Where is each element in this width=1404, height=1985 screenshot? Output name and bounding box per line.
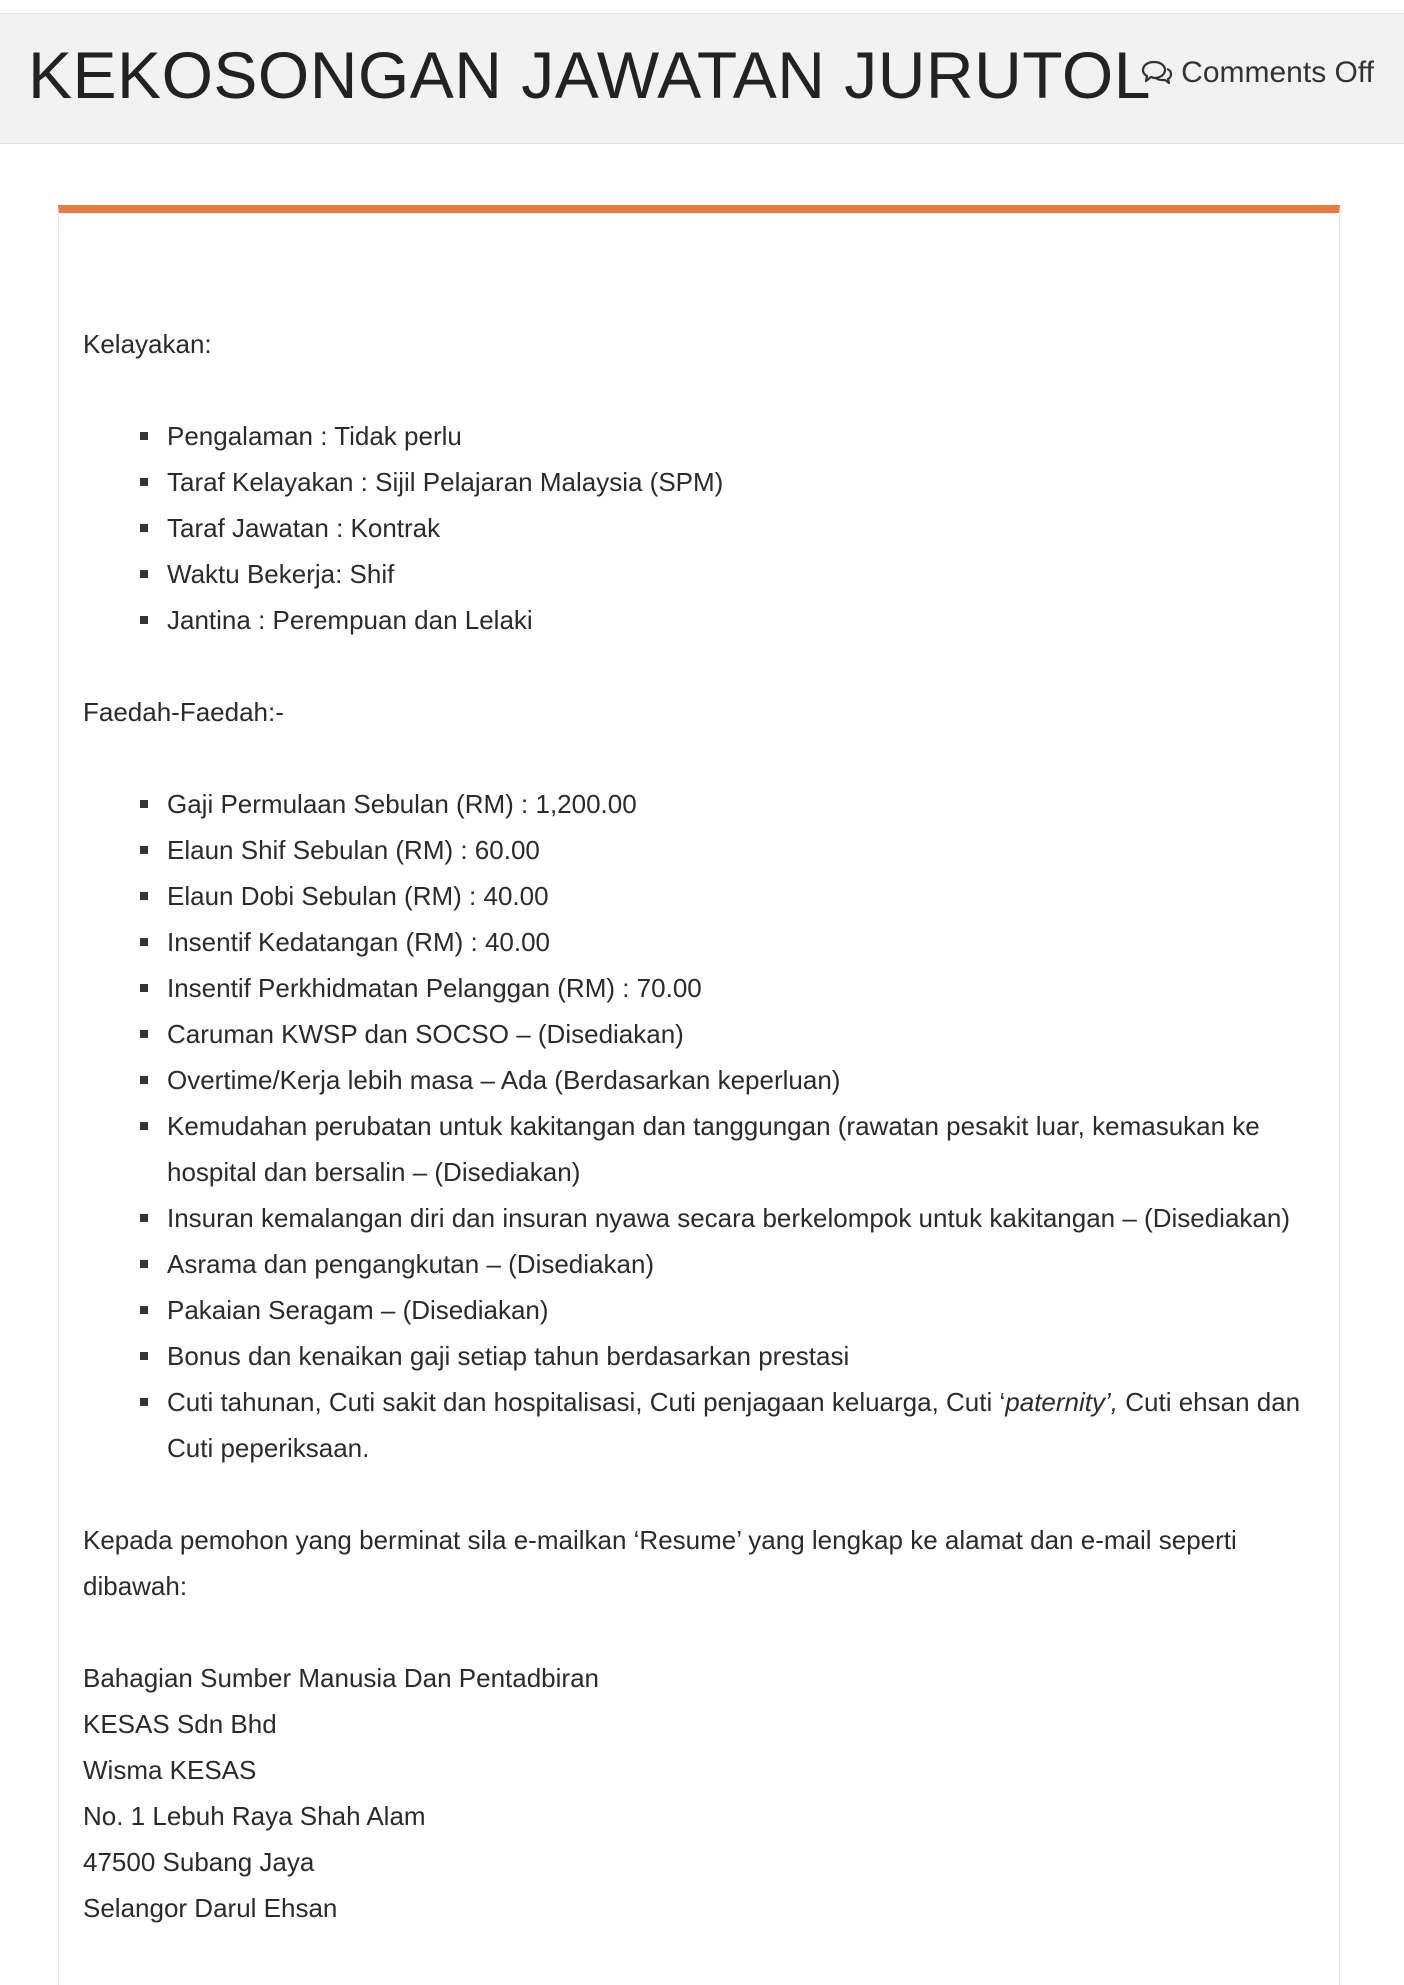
post-header bbox=[0, 14, 1404, 144]
list-item: Insentif Kedatangan (RM) : 40.00 bbox=[167, 919, 1313, 965]
address-block bbox=[83, 1655, 1313, 1931]
kelayakan-list bbox=[83, 413, 1313, 643]
list-item: Pengalaman : Tidak perlu bbox=[167, 413, 1313, 459]
list-item: Taraf Kelayakan : Sijil Pelajaran Malaysia (SPM) bbox=[167, 459, 1313, 505]
list-item: Bonus dan kenaikan gaji setiap tahun berdasarkan prestasi bbox=[167, 1333, 1313, 1379]
kelayakan-heading: Kelayakan: bbox=[83, 329, 212, 359]
list-item: Insuran kemalangan diri dan insuran nyawa secara berkelompok untuk kakitangan – (Disediakan) bbox=[167, 1195, 1313, 1241]
list-item: Caruman KWSP dan SOCSO – (Disediakan) bbox=[167, 1011, 1313, 1057]
application-instruction: Kepada pemohon yang berminat sila e-mailkan ‘Resume’ yang lengkap ke alamat dan e-mail seperti dibawah: bbox=[83, 1525, 1237, 1601]
list-item: Elaun Dobi Sebulan (RM) : 40.00 bbox=[167, 873, 1313, 919]
list-item: Overtime/Kerja lebih masa – Ada (Berdasarkan keperluan) bbox=[167, 1057, 1313, 1103]
list-item: Pakaian Seragam – (Disediakan) bbox=[167, 1287, 1313, 1333]
post-content bbox=[83, 321, 1313, 1931]
faedah-list bbox=[83, 781, 1313, 1471]
comments-status[interactable] bbox=[1141, 56, 1374, 90]
top-border bbox=[0, 0, 1404, 14]
list-item: Waktu Bekerja: Shif bbox=[167, 551, 1313, 597]
address-line: Selangor Darul Ehsan bbox=[83, 1893, 338, 1923]
page-title: KEKOSONGAN JAWATAN JURUTOL bbox=[28, 38, 1151, 112]
address-line: Wisma KESAS bbox=[83, 1755, 257, 1785]
list-item-cuti bbox=[167, 1379, 1313, 1471]
list-item: Jantina : Perempuan dan Lelaki bbox=[167, 597, 1313, 643]
list-item: Elaun Shif Sebulan (RM) : 60.00 bbox=[167, 827, 1313, 873]
list-item: Asrama dan pengangkutan – (Disediakan) bbox=[167, 1241, 1313, 1287]
list-item: Kemudahan perubatan untuk kakitangan dan tanggungan (rawatan pesakit luar, kemasukan ke hospital dan bersalin – (Disediakan) bbox=[167, 1103, 1313, 1195]
list-item: Gaji Permulaan Sebulan (RM) : 1,200.00 bbox=[167, 781, 1313, 827]
post-card bbox=[58, 205, 1340, 1985]
address-line: Bahagian Sumber Manusia Dan Pentadbiran bbox=[83, 1663, 600, 1693]
speech-bubbles-icon bbox=[1141, 60, 1173, 86]
list-item: Insentif Perkhidmatan Pelanggan (RM) : 70.00 bbox=[167, 965, 1313, 1011]
address-line: KESAS Sdn Bhd bbox=[83, 1709, 277, 1739]
address-line: No. 1 Lebuh Raya Shah Alam bbox=[83, 1801, 426, 1831]
comments-label: Comments Off bbox=[1181, 56, 1374, 89]
list-item: Taraf Jawatan : Kontrak bbox=[167, 505, 1313, 551]
cuti-text-italic: paternity’, bbox=[1005, 1387, 1119, 1417]
faedah-heading: Faedah-Faedah:- bbox=[83, 697, 284, 727]
cuti-text-start: Cuti tahunan, Cuti sakit dan hospitalisasi, Cuti penjagaan keluarga, Cuti ‘ bbox=[167, 1387, 1006, 1417]
cuti-text-end: Cuti ehsan dan Cuti peperiksaan. bbox=[167, 1387, 1301, 1463]
address-line: 47500 Subang Jaya bbox=[83, 1847, 315, 1877]
